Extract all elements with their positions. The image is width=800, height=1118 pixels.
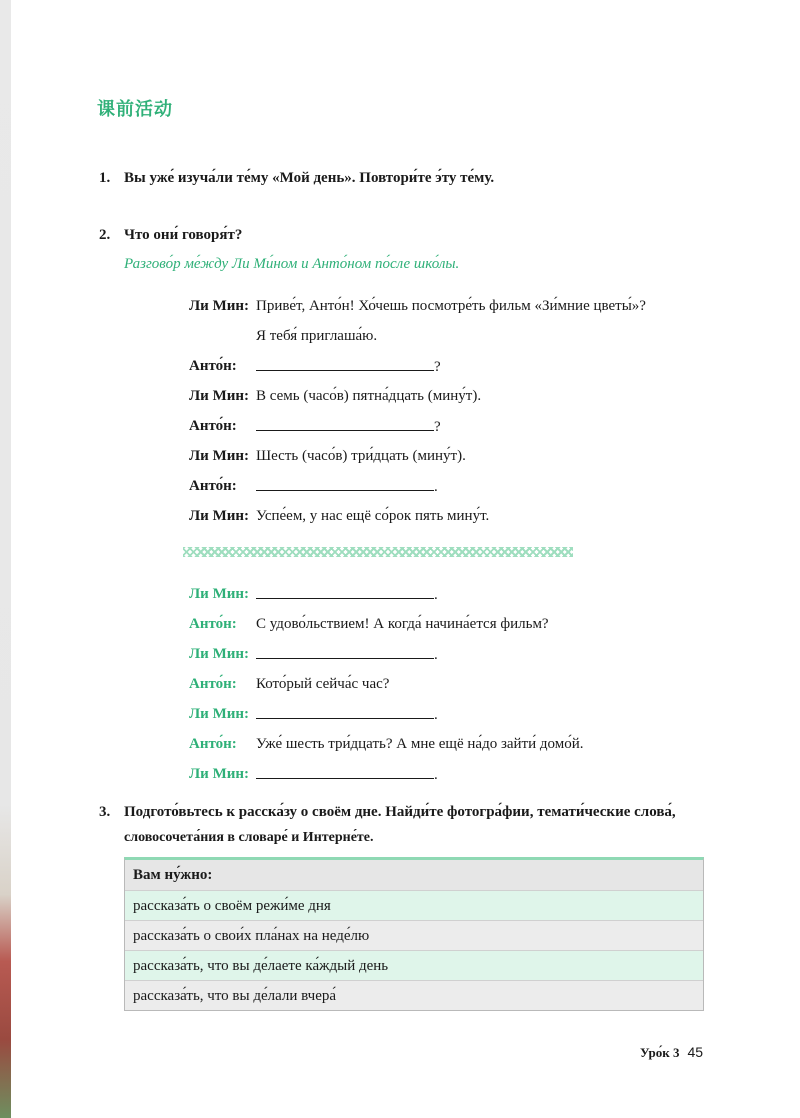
- task-text-continued: словосочета́ния в словаре́ и Интерне́те.: [124, 830, 374, 845]
- page-footer: [640, 1044, 703, 1061]
- answer-blank[interactable]: [256, 642, 434, 659]
- answer-field[interactable]: [256, 702, 438, 727]
- table-row: рассказа́ть о своём режи́ме дня: [125, 890, 703, 920]
- answer-field[interactable]: [256, 354, 441, 379]
- line-end-punct: ?: [434, 419, 441, 435]
- task-number: 2.: [99, 227, 111, 243]
- task-number: 1.: [99, 170, 111, 186]
- speaker-label: Ли Мин:: [189, 586, 250, 602]
- decorative-divider: [183, 547, 573, 557]
- line-text: Шесть (часо́в) три́дцать (мину́т).: [256, 448, 466, 464]
- speaker-label: Ли Мин:: [189, 388, 250, 404]
- speaker-label: Анто́н:: [189, 478, 237, 494]
- needs-table: [124, 857, 704, 1011]
- line-text: Уже́ шесть три́дцать? А мне ещё на́до зайти́ домо́й.: [256, 736, 584, 752]
- task-text: Вы уже́ изуча́ли те́му «Мой день». Повтори́те э́ту те́му.: [124, 170, 495, 186]
- line-text: Приве́т, Анто́н! Хо́чешь посмотре́ть фильм «Зи́мние цветы́»?: [256, 298, 646, 314]
- line-end-punct: .: [434, 587, 438, 603]
- answer-blank[interactable]: [256, 762, 434, 779]
- task-2: [99, 224, 719, 248]
- speaker-label: Ли Мин:: [189, 766, 250, 782]
- line-end-punct: .: [434, 647, 438, 663]
- line-end-punct: .: [434, 767, 438, 783]
- line-text: Кото́рый сейча́с час?: [256, 676, 390, 692]
- table-header: Вам ну́жно:: [125, 860, 703, 890]
- line-text: С удово́льствием! А когда́ начина́ется фильм?: [256, 616, 549, 632]
- task-text: Что они́ говоря́т?: [124, 227, 243, 243]
- answer-blank[interactable]: [256, 354, 434, 371]
- task-number: 3.: [99, 804, 111, 820]
- line-text: В семь (часо́в) пятна́дцать (мину́т).: [256, 388, 482, 404]
- task-3: [99, 801, 719, 851]
- task-text: Подгото́вьтесь к расска́зу о своём дне. Найди́те фотогра́фии, темати́ческие слова́,: [124, 804, 676, 820]
- line-end-punct: .: [434, 479, 438, 495]
- line-text: Я тебя́ приглаша́ю.: [256, 328, 378, 344]
- page-edge-photo-strip: [0, 0, 11, 1118]
- answer-blank[interactable]: [256, 582, 434, 599]
- answer-field[interactable]: [256, 474, 438, 499]
- speaker-label: Ли Мин:: [189, 448, 250, 464]
- speaker-label: Ли Мин:: [189, 706, 250, 722]
- task-1: [99, 167, 719, 191]
- answer-blank[interactable]: [256, 474, 434, 491]
- lesson-label: Уро́к 3: [640, 1045, 680, 1060]
- speaker-label: Ли Мин:: [189, 646, 250, 662]
- table-row: рассказа́ть, что вы де́лаете ка́ждый день: [125, 950, 703, 980]
- section-title: 课前活动: [97, 99, 173, 120]
- line-end-punct: ?: [434, 359, 441, 375]
- speaker-label: Анто́н:: [189, 736, 237, 752]
- speaker-label: Анто́н:: [189, 616, 237, 632]
- speaker-label: Анто́н:: [189, 676, 237, 692]
- speaker-label: Ли Мин:: [189, 298, 250, 314]
- table-row: рассказа́ть о свои́х пла́нах на неде́лю: [125, 920, 703, 950]
- speaker-label: Анто́н:: [189, 358, 237, 374]
- table-row: рассказа́ть, что вы де́лали вчера́: [125, 980, 703, 1010]
- answer-field[interactable]: [256, 582, 438, 607]
- dialogue-subtitle: Разгово́р ме́жду Ли Ми́ном и Анто́ном по́сле шко́лы.: [124, 256, 460, 272]
- answer-field[interactable]: [256, 414, 441, 439]
- answer-field[interactable]: [256, 762, 438, 787]
- line-text: Успе́ем, у нас ещё со́рок пять мину́т.: [256, 508, 490, 524]
- speaker-label: Анто́н:: [189, 418, 237, 434]
- page-number: 45: [687, 1044, 704, 1060]
- answer-blank[interactable]: [256, 702, 434, 719]
- answer-blank[interactable]: [256, 414, 434, 431]
- line-end-punct: .: [434, 707, 438, 723]
- answer-field[interactable]: [256, 642, 438, 667]
- speaker-label: Ли Мин:: [189, 508, 250, 524]
